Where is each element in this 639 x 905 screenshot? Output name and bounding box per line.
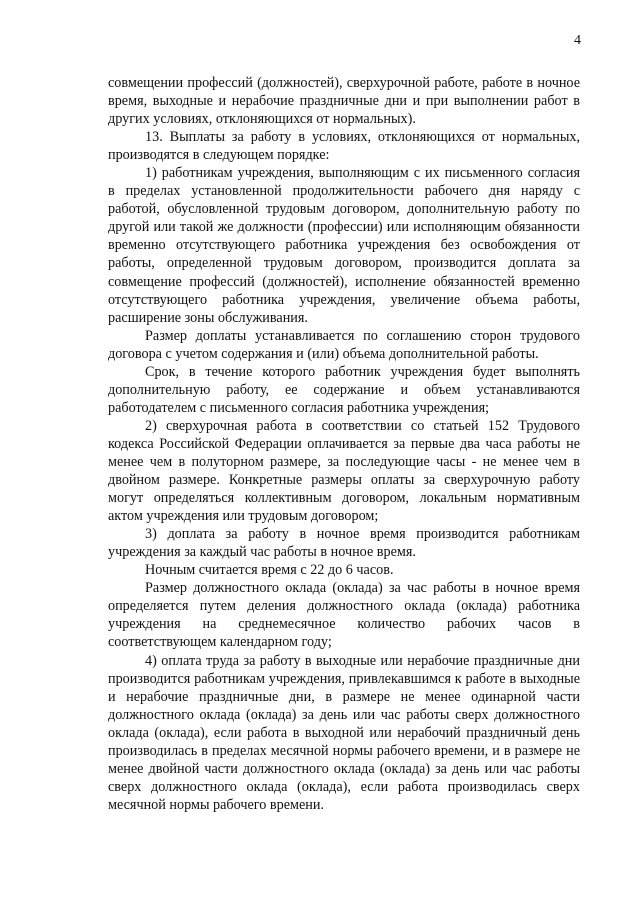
paragraph: Срок, в течение которого работник учреждения будет выполнять дополнительную работу, ее содержание и объем устанавливаются работодателем с письменного согласия работника учреждения; [108,363,580,416]
page-number: 4 [574,33,581,48]
paragraph: 2) сверхурочная работа в соответствии со статьей 152 Трудового кодекса Российской Федерации оплачивается за первые два часа работы не менее чем в полуторном размере, за последующие часы - не менее чем в двойном размере. Конкретные размеры оплаты за сверхурочную работу могут определяться коллективным договором, локальным нормативным актом учреждения или трудовым договором; [108,417,580,525]
paragraph: 13. Выплаты за работу в условиях, отклоняющихся от нормальных, производятся в следующем порядке: [108,129,580,164]
paragraph: совмещении профессий (должностей), сверхурочной работе, работе в ночное время, выходные и нерабочие праздничные дни и при выполнении работ в других условиях, отклоняющихся от нормальных). [108,75,580,128]
paragraph: Ночным считается время с 22 до 6 часов. [145,562,394,579]
paragraph: 1) работникам учреждения, выполняющим с их письменного согласия в пределах установленной продолжительности рабочего дня наряду с работой, обусловленной трудовым договором, дополнительную работу по другой или такой же должности (профессии) или исполняющим обязанности временно отсутствующего работника учреждения без освобождения от работы, определенной трудовым договором, производится доплата за совмещение профессий (должностей), исполнение обязанностей временно отсутствующего работника учреждения, увеличение объема работы, расширение зоны обслуживания. [108,165,580,326]
document-body [108,74,580,814]
paragraph: Размер должностного оклада (оклада) за час работы в ночное время определяется путем деления должностного оклада (оклада) работника учреждения на среднемесячное количество рабочих часов в соответствующем календарном году; [108,580,580,651]
paragraph: Размер доплаты устанавливается по соглашению сторон трудового договора с учетом содержания и (или) объема дополнительной работы. [108,327,580,362]
paragraph: 4) оплата труда за работу в выходные или нерабочие праздничные дни производится работникам учреждения, привлекавшимся к работе в выходные и нерабочие праздничные дни, в размере не менее одинарной части должностного оклада (оклада) за день или час работы сверх должностного оклада (оклада), если работа в выходной или нерабочий праздничный день производилась в пределах месячной нормы рабочего времени, и в размере не менее двойной части должностного оклада (оклада) за день или час работы сверх должностного оклада (оклада), если работа производилась сверх месячной нормы рабочего времени. [108,652,580,813]
paragraph: 3) доплата за работу в ночное время производится работникам учреждения за каждый час работы в ночное время. [108,526,580,561]
